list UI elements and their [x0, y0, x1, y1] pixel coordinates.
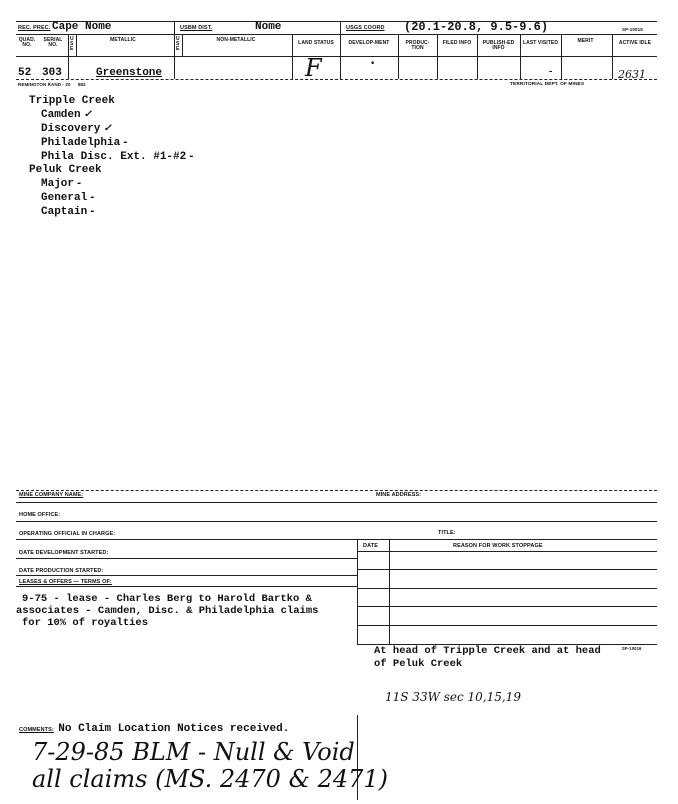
- claim-name: Captain: [41, 206, 88, 218]
- divider: [357, 539, 358, 645]
- remington-code: 882: [77, 82, 86, 87]
- divider: [340, 35, 341, 79]
- divider: [16, 521, 657, 522]
- record-active-idle: 2631: [618, 68, 646, 81]
- divider: [16, 502, 657, 503]
- divider: [16, 575, 357, 576]
- divider: [612, 35, 613, 79]
- col-metallic: METALLIC: [110, 37, 136, 43]
- record-last-visited: -: [548, 67, 554, 77]
- col-serial: SERIAL NO.: [43, 37, 63, 48]
- col-metallic-use: U S E: [70, 36, 74, 52]
- divider: [16, 586, 357, 587]
- location-line: of Peluk Creek: [374, 658, 463, 670]
- col-published-info: PUBLISH-ED INFO: [482, 40, 515, 51]
- remington-label: [18, 82, 86, 87]
- record-land-status: F: [305, 54, 322, 82]
- mine-company-name-label: MINE COMPANY NAME:: [19, 492, 84, 498]
- divider: [68, 35, 69, 79]
- divider: [561, 35, 562, 79]
- claim-name: Major: [41, 178, 75, 190]
- col-last-visited: LAST VISITED: [522, 40, 559, 46]
- col-active-idle: ACTIVE IDLE: [618, 40, 652, 46]
- claim-item: [41, 191, 193, 205]
- divider: [357, 606, 657, 607]
- leases-label: LEASES & OFFERS — TERMS OF:: [19, 579, 112, 585]
- claim-item: [41, 136, 193, 150]
- col-nonmetallic: NON-METALLIC: [216, 37, 256, 43]
- divider: [174, 35, 175, 79]
- divider: [340, 21, 341, 34]
- col-land-status: LAND STATUS: [298, 40, 334, 46]
- divider: [389, 539, 390, 645]
- divider: [437, 35, 438, 79]
- rec-prec-label: REC. PREC.: [18, 25, 51, 31]
- reason-column-header: REASON FOR WORK STOPPAGE: [453, 543, 543, 549]
- claim-name: Tripple Creek: [29, 95, 115, 107]
- date-dev-label: DATE DEVELOPMENT STARTED:: [19, 550, 109, 556]
- divider: [357, 569, 657, 570]
- divider: [357, 625, 657, 626]
- divider: [292, 35, 293, 79]
- home-office-label: HOME OFFICE:: [19, 512, 61, 518]
- usgs-coord-label: USGS COORD: [346, 25, 385, 31]
- col-development: DEVELOP-MENT: [348, 40, 390, 46]
- claim-check-mark: -: [90, 206, 95, 217]
- form-number: SP-10015: [622, 27, 643, 32]
- mine-address-label: MINE ADDRESS:: [376, 492, 422, 498]
- lease-line: for 10% of royalties: [22, 617, 149, 629]
- divider: [398, 35, 399, 79]
- comments-row: [19, 718, 289, 736]
- claim-item: [41, 150, 193, 164]
- col-filed-info: FILED INFO: [442, 40, 472, 46]
- claim-name: General: [41, 192, 88, 204]
- claim-check-mark: -: [189, 151, 194, 162]
- divider: [182, 35, 183, 56]
- divider: [16, 490, 657, 491]
- remington-text: REMINGTON RAND - 20: [18, 82, 71, 87]
- record-serial: 303: [42, 67, 62, 79]
- date-prod-label: DATE PRODUCTION STARTED:: [19, 568, 104, 574]
- usgs-coord-value: (20.1-20.8, 9.5-9.6): [404, 20, 549, 34]
- claim-check-mark: -: [123, 137, 128, 148]
- divider: [16, 558, 357, 559]
- claim-item: [29, 164, 193, 177]
- record-metallic: Greenstone: [96, 67, 163, 79]
- usbm-dist-value: Nome: [255, 21, 282, 33]
- col-nonmetallic-use: U S E: [176, 36, 180, 52]
- claim-name: Phila Disc. Ext. #1-#2: [41, 151, 187, 163]
- township-note: 11S 33W sec 10,15,19: [385, 690, 521, 704]
- col-production: PRODUC-TION: [405, 40, 430, 51]
- claim-check-mark: ✓: [103, 123, 112, 134]
- location-code: SP-10016: [622, 646, 642, 651]
- claim-name: Discovery: [41, 123, 101, 135]
- comments-text: No Claim Location Notices received.: [58, 723, 290, 735]
- claim-name: Philadelphia: [41, 137, 121, 149]
- col-merit: MERIT: [577, 38, 594, 44]
- divider: [76, 35, 77, 56]
- claim-item: [41, 108, 193, 122]
- header-top-rule: [16, 21, 657, 22]
- record-development: •: [370, 59, 376, 69]
- divider: [16, 539, 657, 540]
- claim-item: [41, 122, 193, 136]
- territorial-dept-label: TERRITORIAL DEPT. OF MINES: [510, 82, 585, 87]
- divider: [174, 21, 175, 34]
- claim-item: [29, 95, 193, 108]
- divider: [520, 35, 521, 79]
- claim-check-mark: -: [77, 178, 82, 189]
- col-quad: QUAD. NO.: [18, 37, 36, 48]
- record-quad: 52: [18, 67, 32, 79]
- rec-prec-value: Cape Nome: [52, 21, 112, 33]
- operating-official-label: OPERATING OFFICIAL IN CHARGE:: [19, 531, 116, 537]
- divider: [357, 551, 657, 552]
- claim-check-mark: -: [90, 192, 95, 203]
- claim-name: Camden: [41, 109, 81, 121]
- handwritten-note-line-1: 7-29-85 BLM - Null & Void: [32, 738, 355, 766]
- claim-name: Peluk Creek: [29, 164, 102, 176]
- lease-line: associates - Camden, Disc. & Philadelphia claims: [16, 605, 319, 617]
- claims-list: [29, 95, 193, 219]
- location-line: At head of Tripple Creek and at head: [374, 645, 601, 657]
- claim-item: [41, 205, 193, 219]
- handwritten-note-line-2: all claims (MS. 2470 & 2471): [32, 765, 389, 793]
- lease-text: [16, 593, 318, 629]
- claim-check-mark: ✓: [83, 109, 92, 120]
- divider: [357, 588, 657, 589]
- usbm-dist-label: USBM DIST.: [180, 25, 213, 31]
- comments-label: COMMENTS:: [19, 727, 54, 733]
- record-rule: [16, 79, 657, 80]
- date-column-header: DATE: [363, 543, 378, 549]
- claim-item: [41, 177, 193, 191]
- title-label: TITLE:: [438, 530, 456, 536]
- location-text: [374, 645, 601, 671]
- divider: [477, 35, 478, 79]
- lease-line: 9-75 - lease - Charles Berg to Harold Bartko &: [22, 593, 312, 605]
